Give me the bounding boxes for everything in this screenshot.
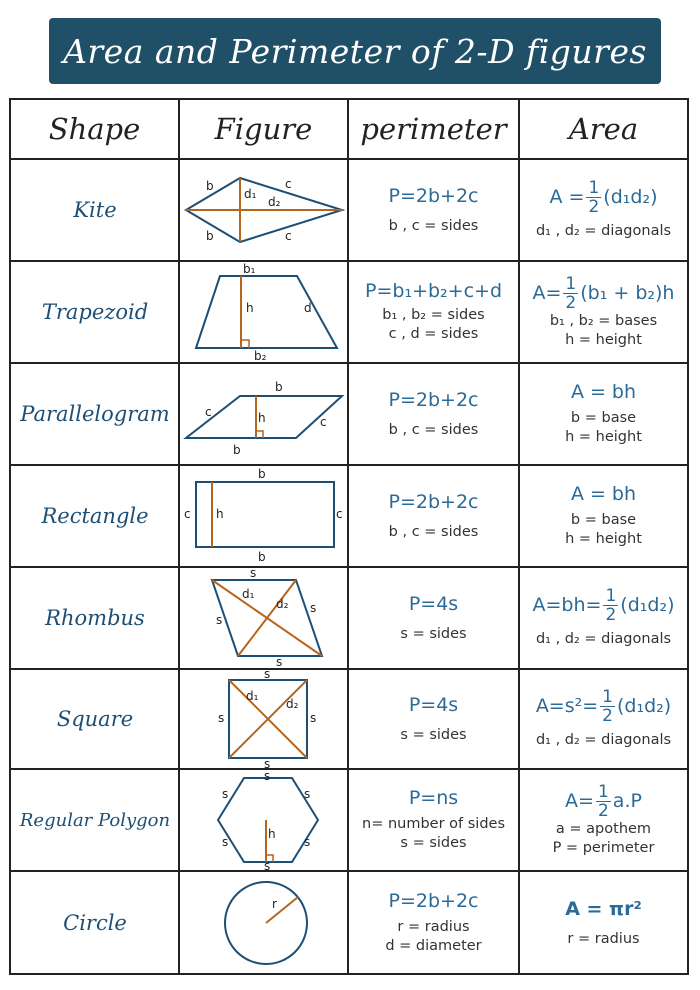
label-s: s [222,787,229,801]
fraction-denominator: 2 [597,800,609,821]
perimeter-rectangle [349,466,518,566]
title-banner [49,18,661,84]
area-formula [536,688,671,725]
perimeter-formula: P=2b+2c [388,184,479,207]
label-s: s [250,568,257,580]
area-formula [550,179,658,216]
fraction [563,275,578,312]
area-prefix: A= [565,789,594,812]
label-s: s [264,757,271,768]
perimeter-formula: P=b₁+b₂+c+d [365,280,502,302]
label-h: h [258,411,266,425]
shape-trapezoid: Trapezoid [41,300,149,324]
shape-rhombus: Rhombus [45,606,145,630]
area-prefix: A=bh= [532,594,602,616]
label-c: c [184,507,191,521]
area-note: h = height [565,429,642,445]
perimeter-formula: P=4s [408,592,459,615]
polygon-figure [180,770,347,870]
label-b1: b₁ [243,262,256,276]
area-note: d₁ , d₂ = diagonals [535,223,672,239]
label-s: s [216,613,223,627]
area-square [520,670,687,768]
area-suffix: (d₁d₂) [617,695,672,717]
label-h: h [216,507,224,521]
label-d2: d₂ [286,697,299,711]
header-figure: Figure [214,112,313,146]
fraction-denominator: 2 [565,292,577,313]
perimeter-formula: P=2b+2c [388,890,479,912]
perimeter-kite [349,160,518,260]
area-suffix: (d₁d₂) [603,186,658,208]
fraction-denominator: 2 [605,605,617,625]
area-formula [533,275,675,312]
perimeter-formula: P=ns [408,787,459,809]
area-note: d₁ , d₂ = diagonals [535,732,672,748]
perimeter-parallelogram [349,364,518,464]
perimeter-note: c , d = sides [388,326,479,342]
label-c: c [336,507,343,521]
area-formula: A = bh [570,483,637,505]
area-note: a = apothem [555,820,652,837]
label-d1: d₁ [242,587,255,601]
area-formula [565,783,642,820]
area-suffix: (d₁d₂) [620,594,675,616]
label-s: s [264,859,271,870]
header-shape: Shape [48,112,141,146]
shape-circle: Circle [63,911,127,935]
page-title: Area and Perimeter of 2-D figures [63,31,647,71]
label-s: s [264,670,271,681]
perimeter-note: s = sides [400,726,467,743]
perimeter-formula: P=2b+2c [388,490,479,513]
area-trapezoid [520,262,687,362]
parallelogram-figure [180,364,347,464]
area-parallelogram [520,364,687,464]
area-note: b₁ , b₂ = bases [549,312,658,329]
area-note: b = base [570,410,637,426]
label-s: s [304,787,311,801]
area-suffix: (b₁ + b₂)h [580,281,675,304]
area-rhombus [520,568,687,668]
area-kite [520,160,687,260]
fraction [603,587,618,624]
fraction [596,783,611,820]
area-regular-polygon [520,770,687,870]
label-b: b [206,229,214,243]
fraction-denominator: 2 [602,706,613,726]
square-figure [180,670,347,768]
area-note: r = radius [567,930,640,947]
area-note: d₁ , d₂ = diagonals [535,631,672,647]
label-d2: d₂ [276,597,289,611]
perimeter-circle [349,872,518,974]
perimeter-rhombus [349,568,518,668]
fraction-numerator: 1 [565,273,577,294]
perimeter-note: b , c = sides [388,523,479,540]
shape-parallelogram: Parallelogram [20,402,170,426]
shape-regular-polygon: Regular Polygon [19,809,171,831]
label-s: s [264,770,271,783]
perimeter-regular-polygon [349,770,518,870]
fraction-numerator: 1 [597,781,609,802]
fraction-numerator: 1 [605,586,617,606]
label-d1: d₁ [246,689,259,703]
label-s: s [222,835,229,849]
area-note: b = base [570,512,637,528]
area-formula: A = πr² [565,897,642,920]
perimeter-trapezoid [349,262,518,362]
label-r: r [272,897,277,911]
shape-rectangle: Rectangle [41,504,149,528]
perimeter-note: n= number of sides [362,816,505,832]
perimeter-formula: P=4s [408,693,459,716]
label-b: b [233,443,241,457]
label-c: c [205,405,212,419]
label-h: h [268,827,276,841]
area-prefix: A=s²= [535,695,599,717]
perimeter-note: b , c = sides [388,217,479,234]
area-rectangle [520,466,687,566]
label-s: s [218,711,225,725]
fraction [586,179,601,216]
fraction-numerator: 1 [602,687,613,707]
area-note: h = height [565,331,642,348]
label-c: c [285,229,292,243]
perimeter-formula: P=2b+2c [388,388,479,411]
label-c: c [285,177,292,191]
rhombus-figure [180,568,347,668]
label-s: s [276,655,283,668]
fraction-denominator: 2 [588,197,600,217]
label-b: b [206,179,214,193]
area-note: P = perimeter [552,839,655,856]
perimeter-note: r = radius [397,919,470,935]
label-s: s [310,711,317,725]
label-b: b [275,380,283,394]
label-b: b [258,467,266,481]
perimeter-note: b , c = sides [388,421,479,438]
label-s: s [304,835,311,849]
area-prefix: A= [532,281,562,304]
trapezoid-figure [180,262,347,362]
kite-figure [180,160,347,260]
rectangle-figure [180,466,347,566]
label-c: c [320,415,327,429]
label-d1: d₁ [244,187,257,201]
area-formula: A = bh [570,381,637,403]
perimeter-note: d = diameter [385,938,482,954]
perimeter-note: b₁ , b₂ = sides [382,307,485,323]
circle-figure [180,872,347,974]
area-circle [520,872,687,974]
label-b: b [258,550,266,564]
fraction [600,688,615,725]
area-suffix: a.P [612,789,642,812]
header-area: Area [568,112,639,146]
perimeter-square [349,670,518,768]
shape-square: Square [56,707,134,731]
perimeter-note: s = sides [400,835,467,851]
area-formula [533,587,675,624]
area-note: h = height [565,531,642,547]
fraction-numerator: 1 [588,178,600,198]
label-d2: d₂ [268,195,281,209]
header-perimeter: perimeter [360,112,507,146]
perimeter-note: s = sides [400,625,467,642]
shape-kite: Kite [73,198,117,222]
area-prefix: A = [549,186,585,208]
label-d: d [304,301,312,315]
label-s: s [310,601,317,615]
label-b2: b₂ [254,349,267,362]
label-h: h [246,301,254,315]
